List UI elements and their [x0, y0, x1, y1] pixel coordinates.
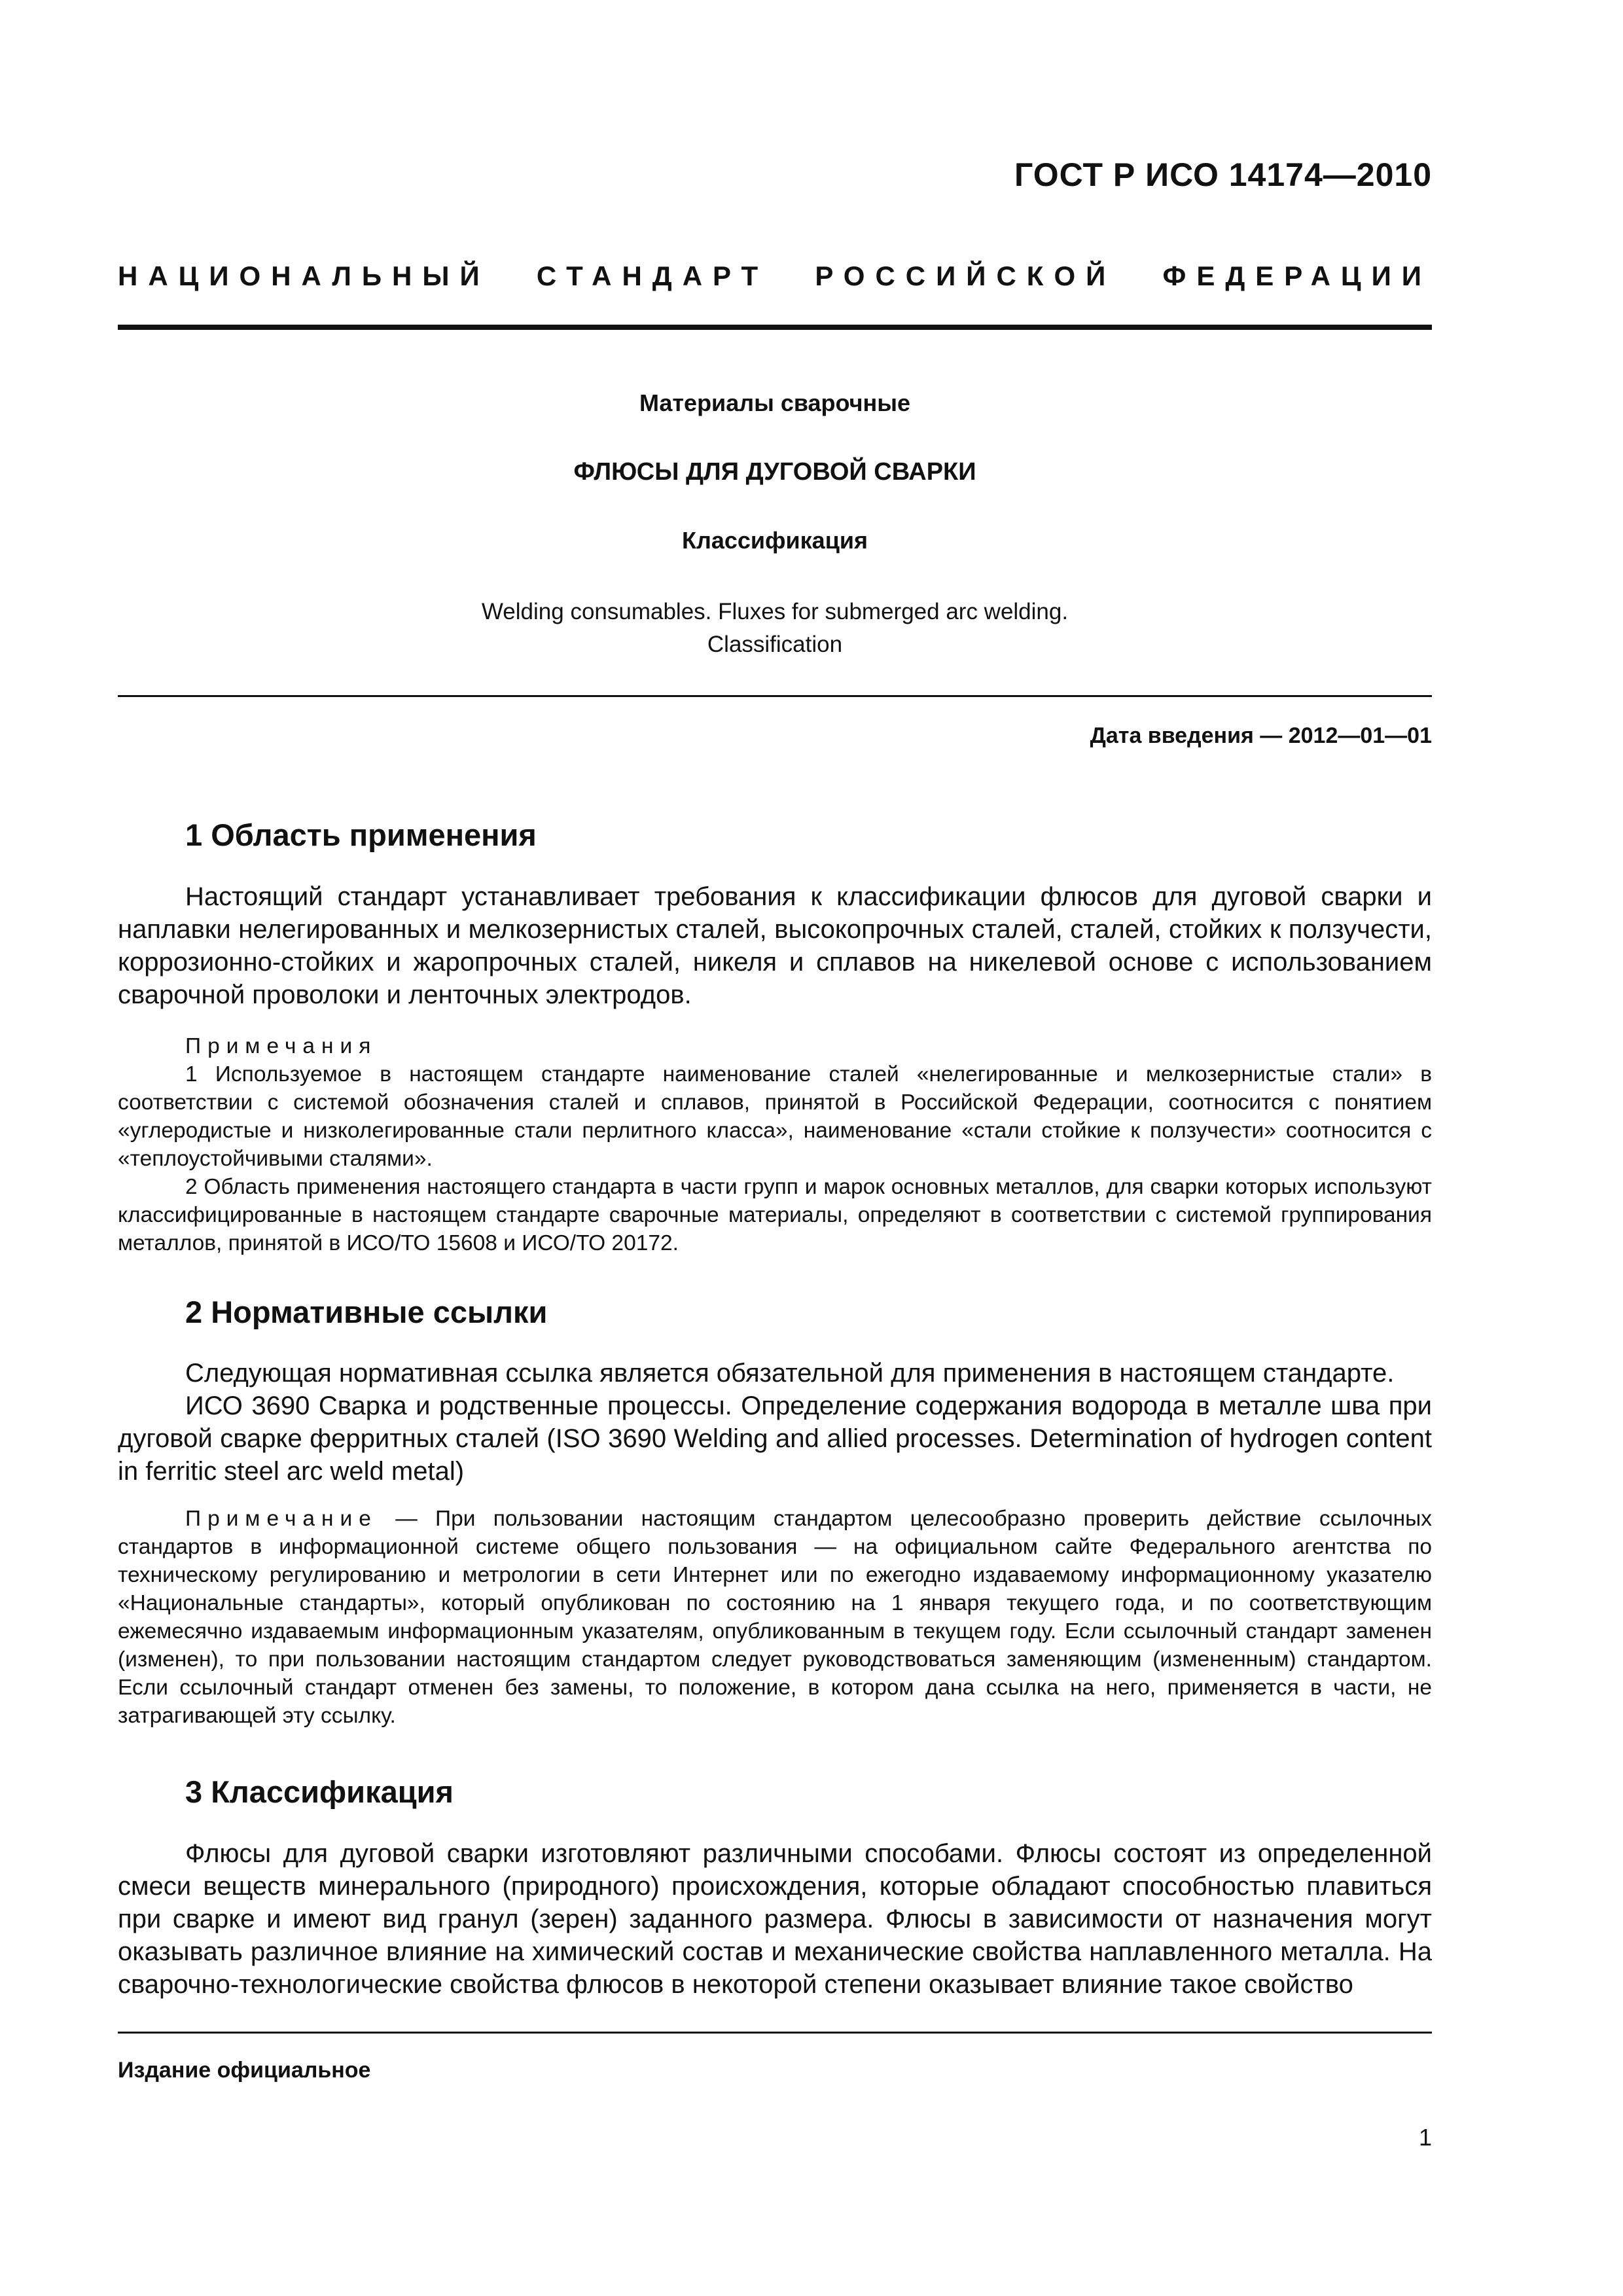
banner-word: СТАНДАРТ: [536, 260, 769, 291]
english-title-line-2: Classification: [707, 632, 843, 657]
title-line-2: ФЛЮСЫ ДЛЯ ДУГОВОЙ СВАРКИ: [573, 458, 976, 486]
section-1-heading: 1 Область применения: [185, 817, 537, 852]
title-line-3: Классификация: [682, 527, 868, 554]
note-2: 2 Область применения настоящего стандарта в части групп и марок основных металлов, для сварки которых используют классифицированные в настоящем стандарте сварочные материалы, определяют в соответствии с системой группирования металлов, принятой в ИСО/ТО 15608 и ИСО/ТО 20172.: [118, 1175, 1432, 1255]
page-number: 1: [1418, 2124, 1432, 2151]
title-divider: [118, 695, 1432, 697]
title-line-1: Материалы сварочные: [639, 389, 911, 416]
header-divider: [118, 325, 1432, 330]
english-title: [118, 596, 1432, 661]
banner-word: НАЦИОНАЛЬНЫЙ: [118, 260, 490, 291]
english-title-line-1: Welding consumables. Fluxes for submerged arc welding.: [481, 599, 1069, 624]
banner-word: ФЕДЕРАЦИИ: [1162, 260, 1432, 291]
section-2-heading: 2 Нормативные ссылки: [185, 1295, 548, 1329]
official-edition-label: Издание официальное: [118, 2058, 371, 2083]
footer-divider: [118, 2032, 1432, 2034]
section-2-paragraph-1: Следующая нормативная ссылка является обязательной для применения в настоящем стандарте.: [185, 1359, 1395, 1388]
section-3-heading: 3 Классификация: [185, 1774, 454, 1809]
section-2-paragraph-2: ИСО 3690 Сварка и родственные процессы. Определение содержания водорода в металле шва при дуговой сварке ферритных сталей (ISO 3690 Welding and allied processes. Determination of hydrogen content in ferritic steel arc weld metal): [118, 1391, 1432, 1486]
note-1: 1 Используемое в настоящем стандарте наименование сталей «нелегированные и мелкозернистые стали» в соответствии с системой обозначения сталей и сплавов, принятой в Российской Федерации, соотносится с понятием «углеродистые и низколегированные стали перлитного класса», наименование «стали стойкие к ползучести» соотносится с «теплоустойчивыми сталями».: [118, 1062, 1432, 1171]
section-3-paragraph: Флюсы для дуговой сварки изготовляют различными способами. Флюсы состоят из определенной смеси веществ минерального (природного) происхождения, которые обладают способностью плавиться при сварке и имеют вид гранул (зерен) заданного размера. Флюсы в зависимости от назначения могут оказывать различное влияние на химический состав и механические свойства наплавленного металла. На сварочно-технологические свойства флюсов в некоторой степени оказывает влияние такое свойство: [118, 1839, 1432, 1999]
section-2-note: [118, 1505, 1432, 1730]
note-label: Примечание: [185, 1507, 378, 1531]
national-standard-banner: [118, 260, 1432, 292]
section-1-paragraph: Настоящий стандарт устанавливает требования к классификации флюсов для дуговой сварки и наплавки нелегированных и мелкозернистых сталей, высокопрочных сталей, сталей, стойких к ползучести, коррозионно-стойких и жаропрочных сталей, никеля и сплавов на никелевой основе с использованием сварочной проволоки и ленточных электродов.: [118, 882, 1432, 1009]
notes-label: Примечания: [185, 1034, 378, 1058]
introduction-date: Дата введения — 2012—01—01: [1090, 723, 1432, 748]
banner-word: РОССИЙСКОЙ: [815, 260, 1116, 291]
document-code: ГОСТ Р ИСО 14174—2010: [1014, 156, 1432, 193]
note-text: — При пользовании настоящим стандартом целесообразно проверить действие ссылочных стандартов в информационной системе общего пользования — на официальном сайте Федерального агентства по техническому регулированию и метрологии в сети Интернет или по ежегодно издаваемому информационному указателю «Национальные стандарты», который опубликован по состоянию на 1 января текущего года, и по соответствующим ежемесячно издаваемым информационным указателям, опубликованным в текущем году. Если ссылочный стандарт заменен (изменен), то при пользовании настоящим стандартом следует руководствоваться заменяющим (измененным) стандартом. Если ссылочный стандарт отменен без замены, то положение, в котором дана ссылка на него, применяется в части, не затрагивающей эту ссылку.: [118, 1507, 1432, 1728]
